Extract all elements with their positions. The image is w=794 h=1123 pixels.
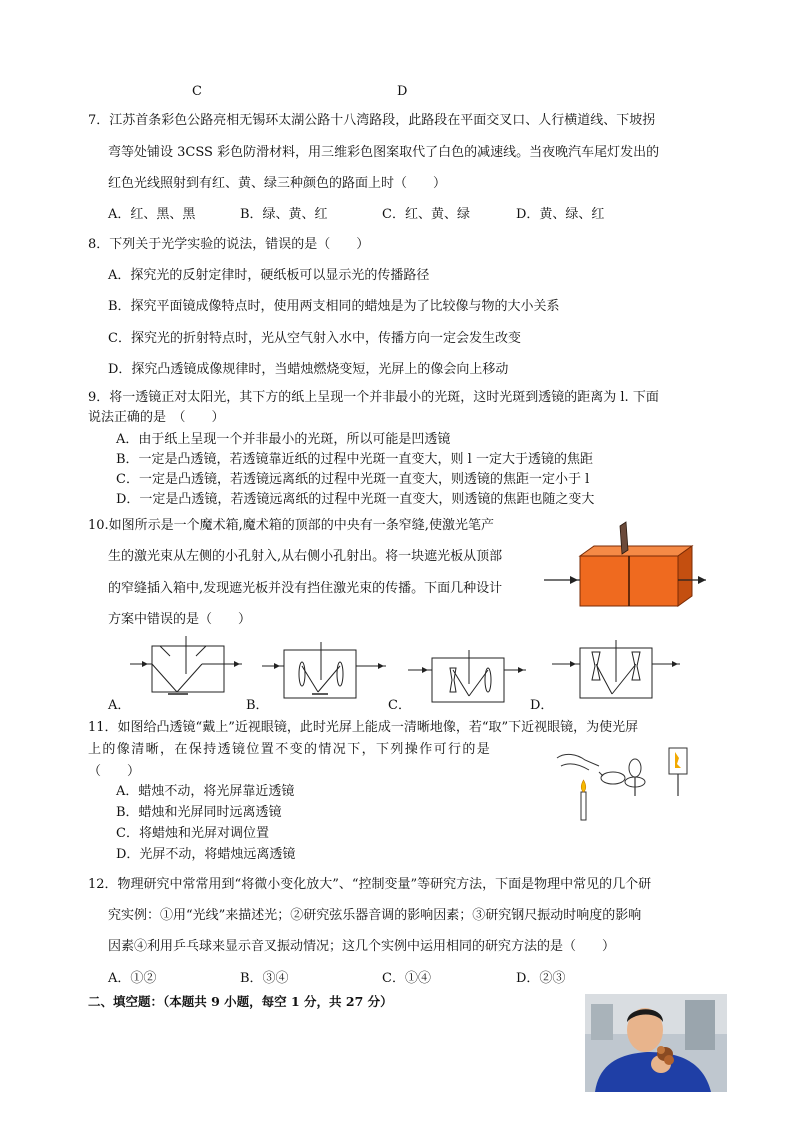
option-b: B．蜡烛和光屏同时远离透镜 <box>116 805 282 820</box>
option-c: C．①④ <box>382 971 431 986</box>
option-a: A．①② <box>108 971 157 986</box>
question-12-line: 究实例：①用“光线”来描述光；②研究弦乐器音调的影响因素；③研究钢尺振动时响度的影响 <box>108 908 642 923</box>
design-b-diagram <box>262 640 388 704</box>
figure-label-d: D <box>397 84 408 99</box>
figure-label-c: C <box>192 84 202 99</box>
convex-lens-icon <box>629 759 641 777</box>
option-b: B．探究平面镜成像特点时，使用两支相同的蜡烛是为了比较像与物的大小关系 <box>108 299 560 314</box>
section-2-title: 二、填空题：（本题共 9 小题，每空 1 分，共 27 分） <box>88 994 393 1009</box>
option-b: B．③④ <box>240 971 289 986</box>
design-d-diagram <box>552 638 682 706</box>
option-d-label: D． <box>530 698 554 713</box>
option-b: B．一定是凸透镜，若透镜靠近纸的过程中光斑一直变大，则 l 一定大于透镜的焦距 <box>116 452 593 467</box>
glasses-icon <box>601 772 625 784</box>
magic-box-figure <box>540 520 710 612</box>
question-10-line: 生的激光束从左侧的小孔射入,从右侧小孔射出。将一块遮光板从顶部 <box>108 549 503 564</box>
option-a: A．由于纸上呈现一个并非最小的光斑，所以可能是凹透镜 <box>116 432 451 447</box>
option-c: C．一定是凸透镜，若透镜远离纸的过程中光斑一直变大，则透镜的焦距一定小于 l <box>116 472 590 487</box>
question-10-line: 10.如图所示是一个魔术箱,魔术箱的顶部的中央有一条窄缝,使激光笔产 <box>88 518 494 533</box>
option-c: C．探究光的折射特点时，光从空气射入水中，传播方向一定会发生改变 <box>108 331 521 346</box>
option-b-label: B． <box>246 698 269 713</box>
question-12-line: 因素④利用乒乓球来显示音叉振动情况；这几个实例中运用相同的研究方法的是（ ） <box>108 939 616 954</box>
option-c-label: C． <box>388 698 411 713</box>
option-a: A．红、黑、黑 <box>108 207 196 222</box>
box-side <box>678 546 692 606</box>
question-10-line: 的窄缝插入箱中,发现遮光板并没有挡住激光束的传播。下面几种设计 <box>108 581 503 596</box>
lens-experiment-figure <box>555 744 705 824</box>
option-c: C．将蜡烛和光屏对调位置 <box>116 826 269 841</box>
question-11-line: （ ） <box>88 764 141 779</box>
question-7-line: 红色光线照射到有红、黄、绿三种颜色的路面上时（ ） <box>108 176 447 191</box>
arrow-icon <box>570 576 578 584</box>
arrow-icon <box>698 576 706 584</box>
option-a-label: A． <box>108 698 131 713</box>
question-12-line: 12．物理研究中常常用到“将微小变化放大”、“控制变量”等研究方法，下面是物理中常见的几个研 <box>88 877 652 892</box>
option-d: D．光屏不动，将蜡烛远离透镜 <box>116 847 296 862</box>
question-11-line: 11．如图给凸透镜“戴上”近视眼镜，此时光屏上能成一清晰地像，若“取”下近视眼镜，为使光屏 <box>88 720 639 735</box>
astronaut-photo <box>585 994 727 1092</box>
question-9-line: 9．将一透镜正对太阳光，其下方的纸上呈现一个并非最小的光斑，这时光斑到透镜的距离为 l. 下面 <box>88 390 659 405</box>
question-9-line: 说法正确的是 （ ） <box>88 410 225 425</box>
design-a-diagram <box>130 634 242 704</box>
option-d: D．②③ <box>516 971 566 986</box>
option-a: A．蜡烛不动，将光屏靠近透镜 <box>116 784 295 799</box>
question-11-line: 上的像清晰，在保持透镜位置不变的情况下，下列操作可行的是 <box>88 742 492 757</box>
question-10-line: 方案中错误的是（ ） <box>108 612 252 627</box>
question-7-line: 7．江苏首条彩色公路亮相无锡环太湖公路十八湾路段，此路段在平面交叉口、人行横道线、下坡拐 <box>88 113 656 128</box>
option-d: D．一定是凸透镜，若透镜远离纸的过程中光斑一直变大，则透镜的焦距也随之变大 <box>116 492 595 507</box>
candle-icon <box>581 792 586 820</box>
question-7-line: 弯等处铺设 3CSS 彩色防滑材料，用三维彩色图案取代了白色的减速线。当夜晚汽车尾灯发出的 <box>108 145 660 160</box>
box-top <box>580 546 692 556</box>
option-a: A．探究光的反射定律时，硬纸板可以显示光的传播路径 <box>108 268 430 283</box>
option-c: C．红、黄、绿 <box>382 207 470 222</box>
option-d: D．黄、绿、红 <box>516 207 605 222</box>
design-c-diagram <box>408 650 526 706</box>
option-d: D．探究凸透镜成像规律时，当蜡烛燃烧变短，光屏上的像会向上移动 <box>108 362 509 377</box>
option-b: B．绿、黄、红 <box>240 207 328 222</box>
question-8-stem: 8．下列关于光学实验的说法，错误的是（ ） <box>88 237 370 252</box>
